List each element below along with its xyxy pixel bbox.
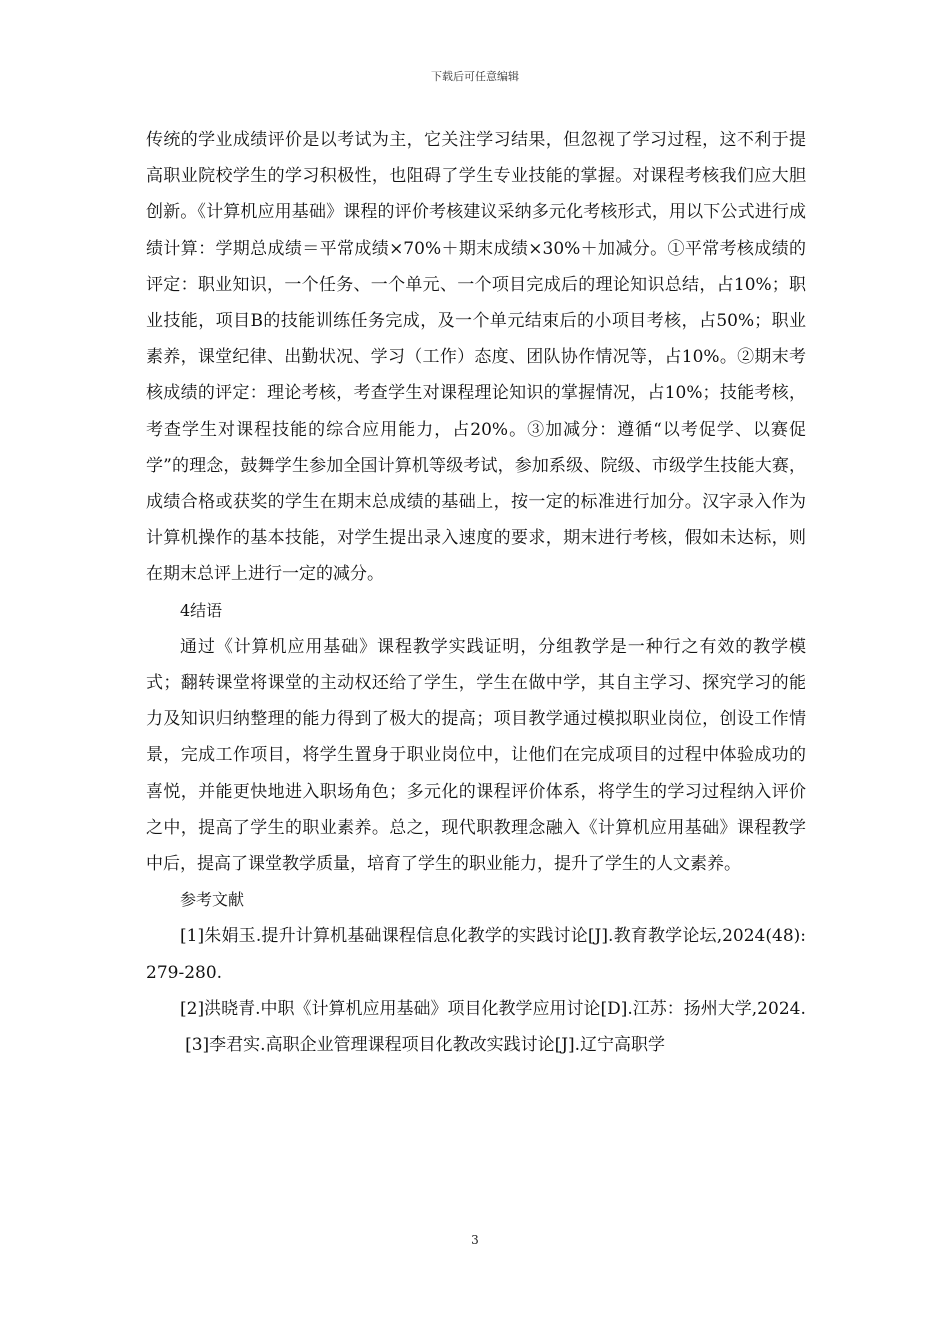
reference-item-1: [1]朱娟玉.提升计算机基础课程信息化教学的实践讨论[J].教育教学论坛,2024(48):279-280. xyxy=(146,926,806,983)
reference-item-3: [3]李君实.高职企业管理课程项目化教改实践讨论[J].辽宁高职学 xyxy=(185,1035,666,1056)
reference-item-2: [2]洪晓青.中职《计算机应用基础》项目化教学应用讨论[D].江苏：扬州大学,2024. xyxy=(180,998,806,1019)
references-heading: 参考文献 xyxy=(180,890,245,910)
page-number: 3 xyxy=(471,1233,479,1247)
paragraph-conclusion: 通过《计算机应用基础》课程教学实践证明，分组教学是一种行之有效的教学模式；翻转课堂将课堂的主动权还给了学生，学生在做中学，其自主学习、探究学习的能力及知识归纳整理的能力得到了极大的提高；项目教学通过模拟职业岗位，创设工作情景，完成工作项目，将学生置身于职业岗位中，让他们在完成项目的过程中体验成功的喜悦，并能更快地进入职场角色；多元化的课程评价体系，将学生的学习过程纳入评价之中，提高了学生的职业素养。总之，现代职教理念融入《计算机应用基础》课程教学中后，提高了课堂教学质量，培育了学生的职业能力，提升了学生的人文素养。 xyxy=(146,636,806,875)
section-heading-conclusion: 4结语 xyxy=(180,600,223,620)
paragraph-evaluation: 传统的学业成绩评价是以考试为主，它关注学习结果，但忽视了学习过程，这不利于提高职业院校学生的学习积极性，也阻碍了学生专业技能的掌握。对课程考核我们应大胆创新。《计算机应用基础》课程的评价考核建议采纳多元化考核形式，用以下公式进行成绩计算：学期总成绩＝平常成绩×70%＋期末成绩×30%＋加减分。①平常考核成绩的评定：职业知识，一个任务、一个单元、一个项目完成后的理论知识总结，占10%；职业技能，项目B的技能训练任务完成，及一个单元结束后的小项目考核，占50%；职业素养，课堂纪律、出勤状况、学习（工作）态度、团队协作情况等，占10%。②期末考核成绩的评定：理论考核，考查学生对课程理论知识的掌握情况，占10%；技能考核，考查学生对课程技能的综合应用能力，占20%。③加减分：遵循“以考促学、以赛促学”的理念，鼓舞学生参加全国计算机等级考试，参加系级、院级、市级学生技能大赛，成绩合格或获奖的学生在期末总成绩的基础上，按一定的标准进行加分。汉字录入作为计算机操作的基本技能，对学生提出录入速度的要求，期末进行考核，假如未达标，则在期末总评上进行一定的减分。 xyxy=(146,130,806,585)
header-note: 下载后可任意编辑 xyxy=(431,70,519,83)
document-body xyxy=(146,122,806,1063)
